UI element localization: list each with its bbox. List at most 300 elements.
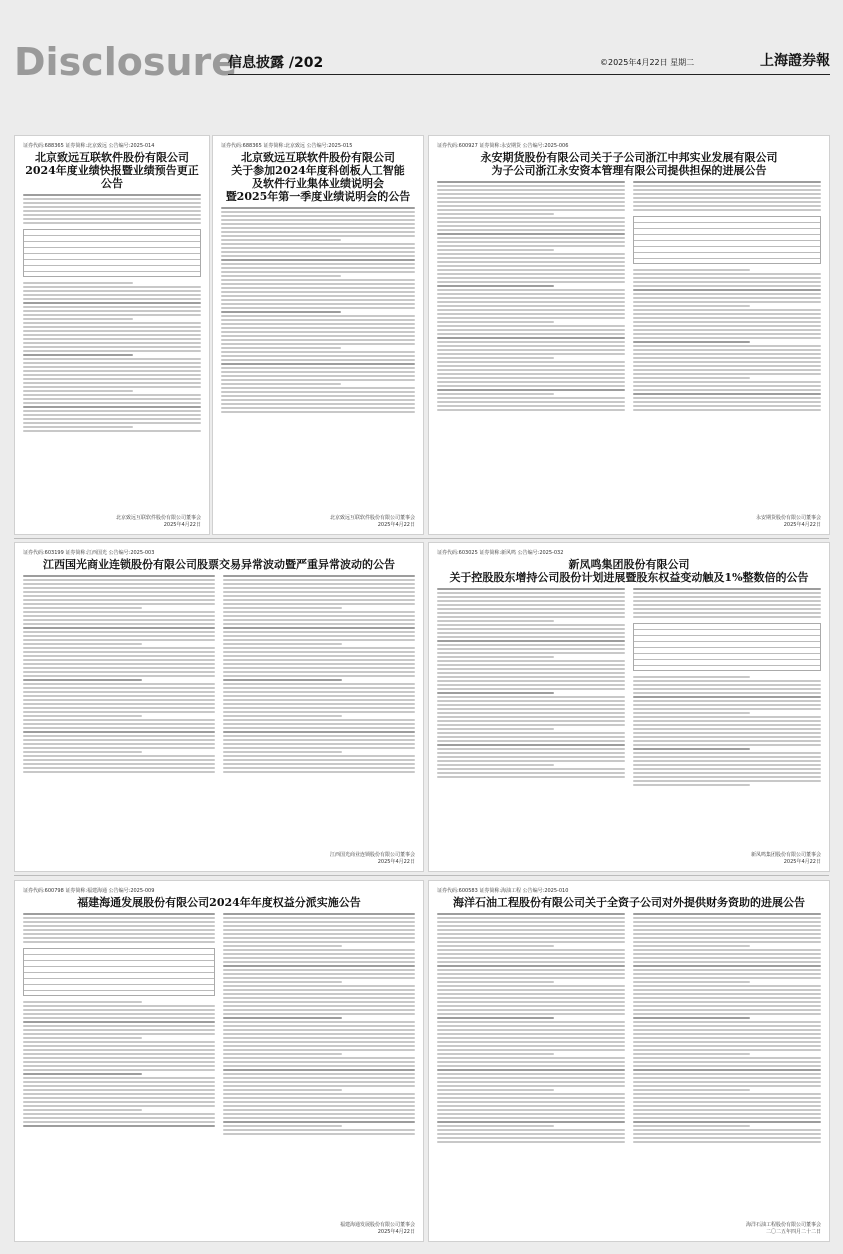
body-text-line	[23, 318, 133, 320]
body-text-line	[633, 676, 750, 678]
body-text-line	[223, 687, 415, 689]
data-table	[23, 229, 201, 277]
body-text-line	[23, 374, 201, 376]
body-text-line	[633, 1025, 821, 1027]
body-text-line	[437, 361, 625, 363]
body-text-line	[23, 591, 215, 593]
body-text-line	[221, 359, 415, 361]
body-text-line	[633, 1033, 821, 1035]
body-text-line	[437, 620, 554, 622]
body-text-line	[223, 587, 415, 589]
body-text-line	[23, 719, 215, 721]
body-text-line	[437, 616, 625, 618]
body-text-line	[23, 1029, 215, 1031]
body-text-line	[223, 929, 415, 931]
body-text-line	[633, 389, 821, 391]
body-text-line	[437, 941, 625, 943]
body-text-line	[23, 699, 215, 701]
body-text-line	[223, 599, 415, 601]
body-text-line	[437, 676, 625, 678]
body-text-line	[223, 651, 415, 653]
announcement-title: 永安期货股份有限公司关于子公司浙江中邦实业发展有限公司 为子公司浙江永安资本管理有限公司提供担保的进展公告	[480, 151, 778, 177]
body-text-line	[223, 771, 415, 773]
body-text-line	[633, 1097, 821, 1099]
body-text-line	[23, 386, 201, 388]
body-text-line	[437, 664, 625, 666]
body-text-line	[23, 202, 201, 204]
body-text-line	[223, 1005, 415, 1007]
body-text-line	[223, 619, 415, 621]
body-text-line	[633, 604, 821, 606]
body-text-line	[437, 1069, 625, 1071]
body-text-line	[437, 285, 554, 287]
body-text-line	[23, 354, 133, 356]
body-text-line	[437, 393, 554, 395]
body-text-line	[23, 667, 215, 669]
body-text-line	[437, 588, 625, 590]
body-text-line	[633, 973, 821, 975]
body-text-line	[223, 711, 415, 713]
body-text-line	[633, 704, 821, 706]
body-text-line	[437, 1105, 625, 1107]
body-text-line	[223, 743, 415, 745]
body-text-line	[633, 961, 821, 963]
body-text-line	[437, 925, 625, 927]
body-text-line	[223, 635, 415, 637]
announcement-header: 证券代码:603199 证券简称:江西国光 公告编号:2025-003	[23, 550, 155, 556]
body-text-line	[23, 727, 215, 729]
body-text-line	[437, 720, 625, 722]
body-text-line	[221, 395, 415, 397]
body-text-line	[23, 198, 201, 200]
body-text-line	[23, 422, 201, 424]
announcement-title: 福建海通发展股份有限公司2024年年度权益分派实施公告	[77, 896, 361, 909]
body-text-line	[223, 695, 415, 697]
body-text-line	[437, 977, 625, 979]
body-text-line	[223, 723, 415, 725]
newspaper-name: 上海證券報	[760, 53, 830, 69]
body-text-line	[23, 1101, 215, 1103]
body-text-line	[23, 1097, 215, 1099]
body-text-line	[437, 1061, 625, 1063]
body-text-line	[437, 257, 625, 259]
body-text-line	[437, 708, 625, 710]
body-text-line	[633, 1113, 821, 1115]
body-text-line	[437, 313, 625, 315]
announcement-body	[437, 588, 821, 786]
body-text-line	[223, 1029, 415, 1031]
body-text-line	[437, 624, 625, 626]
body-text-line	[23, 755, 215, 757]
body-text-line	[221, 287, 415, 289]
body-text-line	[633, 309, 821, 311]
announcement-panel	[428, 542, 830, 872]
body-text-line	[633, 1101, 821, 1103]
announcement-title: 新凤鸣集团股份有限公司 关于控股股东增持公司股份计划进展暨股东权益变动触及1%整数倍的公告	[449, 558, 809, 584]
body-text-line	[223, 1045, 415, 1047]
body-text-line	[23, 1013, 215, 1015]
body-text-line	[633, 321, 821, 323]
body-text-line	[23, 735, 215, 737]
body-text-line	[633, 768, 821, 770]
body-text-line	[633, 700, 821, 702]
body-text-line	[437, 712, 625, 714]
body-text-line	[23, 306, 201, 308]
body-text-line	[221, 403, 415, 405]
body-text-line	[223, 1053, 342, 1055]
body-text-line	[23, 695, 215, 697]
body-text-line	[633, 341, 750, 343]
body-text-line	[221, 411, 415, 413]
body-text-line	[437, 684, 625, 686]
body-text-line	[633, 1009, 821, 1011]
announcement-footer: 江西国光商业连锁股份有限公司董事会 2025年4月22日	[329, 852, 415, 865]
body-text-line	[633, 1005, 821, 1007]
body-text-line	[23, 635, 215, 637]
body-text-line	[437, 265, 625, 267]
body-text-line	[633, 937, 821, 939]
header-rule	[228, 74, 830, 75]
body-text-line	[633, 405, 821, 407]
body-text-line	[23, 771, 215, 773]
body-text-line	[437, 245, 625, 247]
body-text-line	[223, 1065, 415, 1067]
body-text-line	[437, 628, 625, 630]
body-text-line	[23, 929, 215, 931]
body-text-line	[633, 720, 821, 722]
body-text-line	[633, 1049, 821, 1051]
body-text-line	[23, 362, 201, 364]
body-text-line	[23, 214, 201, 216]
body-text-line	[437, 1141, 625, 1143]
body-text-line	[223, 591, 415, 593]
body-text-line	[23, 1125, 215, 1127]
body-text-line	[633, 588, 821, 590]
body-text-line	[633, 353, 821, 355]
body-text-line	[221, 255, 415, 257]
body-text-line	[633, 197, 821, 199]
body-text-line	[23, 1109, 142, 1111]
body-text-line	[23, 1069, 215, 1071]
body-text-line	[633, 748, 750, 750]
body-text-line	[223, 1057, 415, 1059]
body-text-line	[223, 989, 415, 991]
body-text-line	[23, 683, 215, 685]
body-text-line	[633, 1109, 821, 1111]
body-text-line	[633, 289, 821, 291]
body-text-line	[23, 639, 215, 641]
body-text-line	[23, 350, 201, 352]
body-text-line	[437, 1133, 625, 1135]
announcement-panel	[428, 880, 830, 1242]
body-text-line	[633, 209, 821, 211]
body-text-line	[437, 716, 625, 718]
body-text-line	[23, 687, 215, 689]
body-text-line	[23, 579, 215, 581]
body-text-line	[221, 315, 415, 317]
body-text-line	[23, 767, 215, 769]
body-text-line	[223, 1041, 415, 1043]
body-text-line	[633, 373, 821, 375]
body-text-line	[437, 305, 625, 307]
body-text-line	[23, 917, 215, 919]
body-text-line	[223, 1001, 415, 1003]
body-text-line	[437, 261, 625, 263]
body-text-line	[23, 394, 201, 396]
body-text-line	[633, 1069, 821, 1071]
body-text-line	[23, 715, 142, 717]
body-text-line	[633, 1093, 821, 1095]
body-text-line	[633, 784, 750, 786]
body-text-line	[633, 1089, 750, 1091]
body-text-line	[221, 367, 415, 369]
body-text-line	[437, 381, 625, 383]
body-text-line	[437, 1097, 625, 1099]
body-text-line	[23, 426, 133, 428]
body-text-line	[223, 735, 415, 737]
body-text-line	[437, 997, 625, 999]
body-text-line	[633, 181, 821, 183]
body-text-line	[437, 1033, 625, 1035]
body-text-line	[221, 347, 341, 349]
body-text-line	[633, 365, 821, 367]
body-text-line	[23, 663, 215, 665]
body-text-line	[437, 349, 625, 351]
body-text-line	[437, 229, 625, 231]
body-text-line	[633, 297, 821, 299]
body-text-line	[437, 1129, 625, 1131]
body-text-line	[221, 379, 415, 381]
body-text-line	[633, 301, 821, 303]
body-text-line	[633, 357, 821, 359]
body-text-line	[437, 756, 625, 758]
body-text-line	[633, 981, 750, 983]
body-text-line	[223, 1025, 415, 1027]
body-text-line	[437, 181, 625, 183]
body-text-line	[633, 281, 821, 283]
body-text-line	[23, 619, 215, 621]
body-text-line	[437, 993, 625, 995]
body-text-line	[23, 314, 201, 316]
body-text-line	[437, 241, 625, 243]
body-text-line	[437, 1025, 625, 1027]
body-text-line	[221, 391, 415, 393]
body-text-line	[223, 603, 415, 605]
body-text-line	[633, 756, 821, 758]
body-text-line	[23, 206, 201, 208]
body-text-line	[437, 696, 625, 698]
body-text-line	[633, 933, 821, 935]
body-text-line	[437, 652, 625, 654]
body-text-line	[437, 680, 625, 682]
body-text-line	[437, 981, 554, 983]
body-text-line	[23, 933, 215, 935]
body-text-line	[437, 1073, 625, 1075]
body-text-line	[437, 193, 625, 195]
body-text-line	[633, 736, 821, 738]
body-text-line	[23, 607, 142, 609]
brand-wordmark: Disclosure	[14, 40, 238, 84]
body-text-line	[221, 363, 415, 365]
body-text-line	[23, 1113, 215, 1115]
body-text-line	[221, 263, 415, 265]
body-text-line	[437, 668, 625, 670]
body-text-line	[437, 1009, 625, 1011]
body-text-line	[633, 997, 821, 999]
body-text-line	[437, 1137, 625, 1139]
body-text-line	[437, 660, 625, 662]
body-text-line	[633, 724, 821, 726]
body-text-line	[23, 218, 201, 220]
body-text-line	[221, 279, 415, 281]
body-text-line	[223, 1033, 415, 1035]
announcement-footer: 北京致远互联软件股份有限公司董事会 2025年4月22日	[329, 515, 415, 528]
body-text-line	[633, 325, 821, 327]
body-text-line	[437, 1101, 625, 1103]
body-text-line	[633, 1017, 750, 1019]
body-text-line	[223, 1117, 415, 1119]
body-text-line	[633, 1077, 821, 1079]
body-text-line	[437, 692, 554, 694]
body-text-line	[633, 1105, 821, 1107]
body-text-line	[437, 953, 625, 955]
body-text-line	[23, 691, 215, 693]
body-text-line	[633, 921, 821, 923]
body-text-line	[23, 194, 201, 196]
body-text-line	[437, 740, 625, 742]
body-text-line	[223, 767, 415, 769]
body-text-line	[23, 1117, 215, 1119]
body-text-line	[23, 703, 215, 705]
body-text-line	[23, 342, 201, 344]
body-text-line	[223, 611, 415, 613]
body-text-line	[437, 1057, 625, 1059]
body-text-line	[23, 611, 215, 613]
body-text-line	[23, 1041, 215, 1043]
body-text-line	[223, 965, 415, 967]
body-text-line	[221, 335, 415, 337]
body-text-line	[23, 937, 215, 939]
body-text-line	[437, 957, 625, 959]
body-text-line	[223, 937, 415, 939]
body-text-line	[223, 615, 415, 617]
body-text-line	[23, 290, 201, 292]
body-text-line	[223, 643, 342, 645]
body-text-line	[633, 377, 750, 379]
body-text-line	[633, 1137, 821, 1139]
body-text-line	[223, 977, 415, 979]
body-text-line	[437, 385, 625, 387]
body-text-line	[633, 993, 821, 995]
body-text-line	[633, 1037, 821, 1039]
body-text-line	[23, 286, 201, 288]
body-text-line	[633, 185, 821, 187]
body-text-line	[23, 1073, 142, 1075]
body-text-line	[223, 1109, 415, 1111]
body-text-line	[633, 293, 821, 295]
body-text-line	[633, 772, 821, 774]
body-text-line	[633, 692, 821, 694]
body-text-line	[437, 961, 625, 963]
body-text-line	[437, 405, 625, 407]
body-text-line	[633, 1021, 821, 1023]
body-text-line	[23, 418, 201, 420]
body-text-line	[23, 739, 215, 741]
body-text-line	[223, 1101, 415, 1103]
body-text-line	[633, 925, 821, 927]
body-text-line	[633, 953, 821, 955]
body-text-line	[223, 715, 342, 717]
body-text-line	[437, 341, 625, 343]
body-text-line	[223, 1129, 415, 1131]
body-text-line	[223, 1037, 415, 1039]
body-text-line	[437, 752, 625, 754]
announcement-title: 北京致远互联软件股份有限公司 关于参加2024年度科创板人工智能 及软件行业集体业绩说明会 暨2025年第一季度业绩说明会的公告	[225, 151, 411, 203]
body-text-line	[223, 953, 415, 955]
body-text-line	[221, 319, 415, 321]
body-text-line	[437, 636, 625, 638]
body-text-line	[223, 623, 415, 625]
body-text-line	[633, 600, 821, 602]
body-text-line	[223, 691, 415, 693]
body-text-line	[437, 600, 625, 602]
body-text-line	[223, 663, 415, 665]
announcement-footer: 新凤鸣集团股份有限公司董事会 2025年4月22日	[750, 852, 821, 865]
announcement-title: 北京致远互联软件股份有限公司 2024年度业绩快报暨业绩预告更正公告	[25, 151, 199, 190]
announcement-header: 证券代码:600927 证券简称:永安期货 公告编号:2025-006	[437, 143, 569, 149]
body-text-line	[633, 941, 821, 943]
body-text-line	[23, 583, 215, 585]
body-text-line	[223, 655, 415, 657]
body-text-line	[23, 659, 215, 661]
body-text-line	[221, 371, 415, 373]
announcement-body	[437, 913, 821, 1143]
body-text-line	[23, 623, 215, 625]
body-text-line	[633, 361, 821, 363]
body-text-line	[437, 704, 625, 706]
body-text-line	[437, 768, 625, 770]
body-text-line	[437, 1081, 625, 1083]
body-text-line	[633, 349, 821, 351]
body-text-line	[221, 227, 415, 229]
body-text-line	[437, 644, 625, 646]
body-text-line	[23, 759, 215, 761]
body-text-line	[23, 382, 201, 384]
body-text-line	[633, 965, 821, 967]
announcement-body	[23, 194, 201, 432]
body-text-line	[221, 303, 415, 305]
body-text-line	[633, 612, 821, 614]
body-text-line	[23, 1057, 215, 1059]
body-text-line	[23, 723, 215, 725]
announcement-header: 证券代码:600583 证券简称:海油工程 公告编号:2025-010	[437, 888, 569, 894]
body-text-line	[437, 333, 625, 335]
announcement-header: 证券代码:688365 证券简称:北京致远 公告编号:2025-015	[221, 143, 353, 149]
body-text-line	[23, 1089, 215, 1091]
body-text-line	[633, 917, 821, 919]
body-text-line	[437, 728, 554, 730]
body-text-line	[437, 253, 625, 255]
body-text-line	[223, 925, 415, 927]
body-text-line	[223, 973, 415, 975]
body-text-line	[437, 1121, 625, 1123]
body-text-line	[437, 672, 625, 674]
body-text-line	[221, 231, 415, 233]
body-text-line	[23, 731, 215, 733]
body-text-line	[223, 639, 415, 641]
body-text-line	[223, 1069, 415, 1071]
body-text-line	[223, 595, 415, 597]
